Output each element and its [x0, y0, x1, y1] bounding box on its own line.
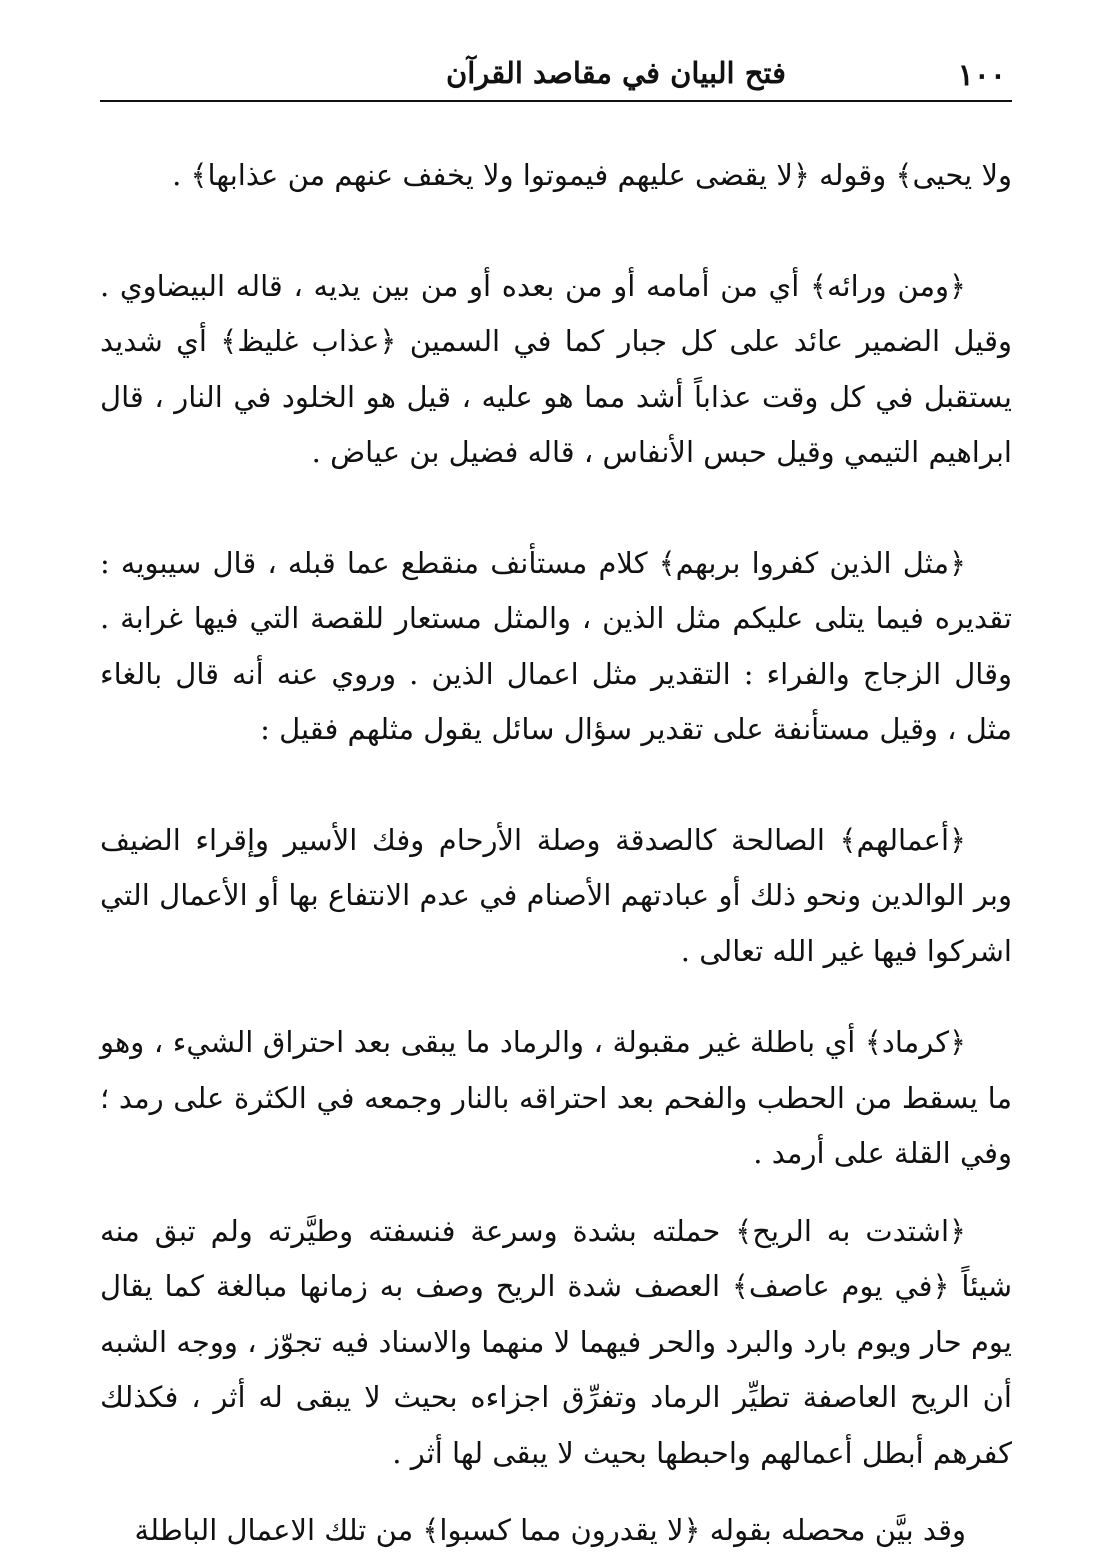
paragraph-4: ﴿أعمالهم﴾ الصالحة كالصدقة وصلة الأرحام وفك الأسير وإقراء الضيف وبر الوالدين ونحو ذلك أو عبادتهم الأصنام في عدم الانتفاع بها أو الأعمال التي اشركوا فيها غير الله تعالى . — [100, 822, 1012, 968]
page-number: ١٠٠ — [957, 58, 1006, 93]
page-header — [100, 56, 1012, 102]
paragraph-6: ﴿اشتدت به الريح﴾ حملته بشدة وسرعة فنسفته وطيَّرته ولم تبق منه شيئاً ﴿في يوم عاصف﴾ العصف شدة الريح وصف به زمانها مبالغة كما يقال يوم حار ويوم بارد والبرد والحر فيهما لا منهما والاسناد فيه تجوّز ، ووجه الشبه أن الريح العاصفة تطيِّر الرماد وتفرِّق اجزاءه بحيث لا يبقى له أثر ، فكذلك كفرهم أبطل أعمالهم واحبطها بحيث لا يبقى لها أثر . — [100, 1213, 1012, 1470]
paragraph-1: ولا يحيى﴾ وقوله ﴿لا يقضى عليهم فيموتوا ولا يخفف عنهم من عذابها﴾ . — [172, 158, 1012, 192]
body-text — [100, 148, 1012, 1559]
paragraph-3: ﴿مثل الذين كفروا بربهم﴾ كلام مستأنف منقطع عما قبله ، قال سيبويه : تقديره فيما يتلى عليكم مثل الذين ، والمثل مستعار للقصة التي فيها غرابة . وقال الزجاج والفراء : التقدير مثل اعمال الذين . وروي عنه أنه قال بالغاء مثل ، وقيل مستأنفة على تقدير سؤال سائل يقول مثلهم فقيل : — [100, 545, 1012, 746]
paragraph-7: وقد بيَّن محصله بقوله ﴿لا يقدرون مما كسبوا﴾ من تلك الاعمال الباطلة — [134, 1513, 966, 1547]
paragraph-2: ﴿ومن ورائه﴾ أي من أمامه أو من بعده أو من بين يديه ، قاله البيضاوي . وقيل الضمير عائد على كل جبار كما في السمين ﴿عذاب غليظ﴾ أي شديد يستقبل في كل وقت عذاباً أشد مما هو عليه ، قيل هو الخلود في النار ، قال ابراهيم التيمي وقيل حبس الأنفاس ، قاله فضيل بن عياض . — [100, 268, 1012, 469]
book-page — [100, 56, 1012, 1547]
running-title: فتح البيان في مقاصد القرآن — [445, 56, 787, 90]
paragraph-5: ﴿كرماد﴾ أي باطلة غير مقبولة ، والرماد ما يبقى بعد احتراق الشيء ، وهو ما يسقط من الحطب والفحم بعد احتراقه بالنار وجمعه في الكثرة على رمد ؛ وفي القلة على أرمد . — [100, 1025, 1012, 1170]
